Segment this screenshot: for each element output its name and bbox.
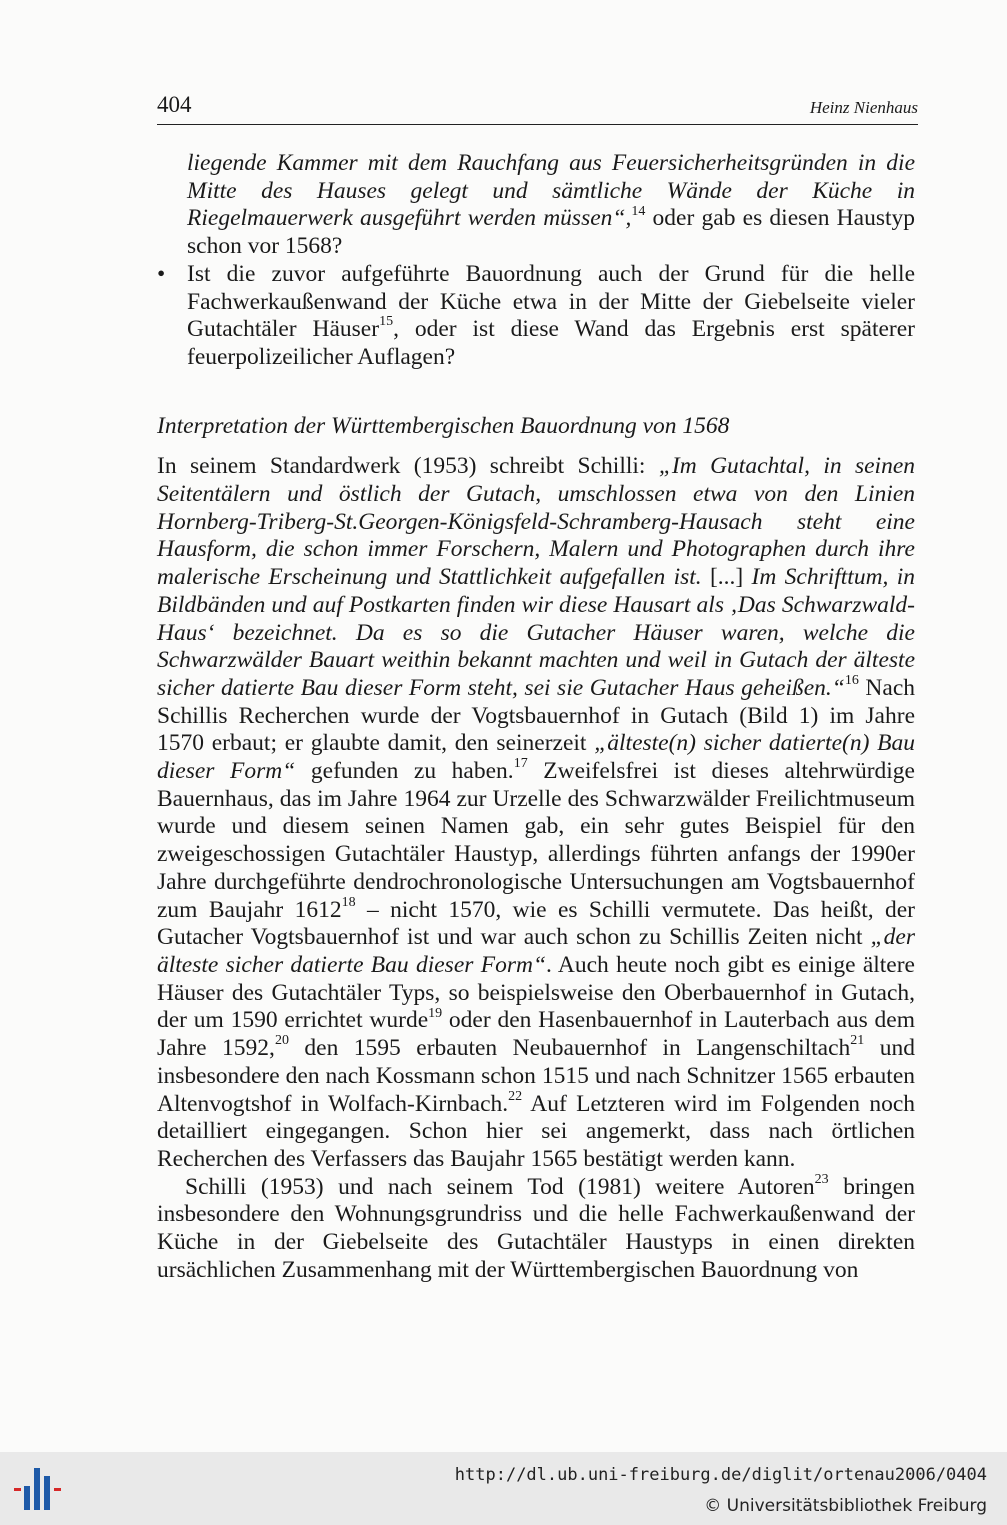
quote-text: liegende Kammer mit dem Rauchfang aus Feuersicherheitsgründen in die Mitte des Hauses gelegt und sämtliche Wände der Küche in Riegelmauerwerk ausgeführt werden müssen“, [187,150,915,232]
paragraph-2 [157,1171,915,1285]
bullet-item [157,260,915,372]
page-header [157,92,918,125]
footnote-ref: 19 [428,1005,443,1021]
paragraph-1 [157,453,915,1173]
text-run: Zweifelsfrei ist dieses altehrwürdige Bauernhaus, das im Jahre 1964 zur Urzelle des Schwarzwälder Freilichtmuseum wurde und diesem seinen Namen gab, ein sehr gutes Beispiel für den zweigeschossigen Gutachtäler Haustyp, allerdings führten anfangs der 1990er Jahre durchgeführte dendrochronologische Untersuchungen am Vogtsbauernhof zum Baujahr 1612 [157,758,915,923]
page-number: 404 [157,92,192,117]
text-run: den 1595 erbauten Neubauernhof in Langenschiltach [288,1035,851,1062]
text-run: bringen insbesondere den Wohnungsgrundriss und die helle Fachwerkaußenwand der Küche in der Giebelseite des Gutachtäler Haustyps in einen direkten ursächlichen Zusammenhang mit der Württembergischen Bauordnung von [157,1173,915,1283]
footnote-ref: 16 [844,673,859,689]
text-run: – nicht 1570, wie es Schilli vermutete. Das heißt, der Gutacher Vogtsbauernhof ist und war auch schon zu Schillis Zeiten nicht [157,896,915,951]
body-text [157,150,915,1284]
footer-bar [0,1452,1007,1525]
quote-text: „älteste(n) sicher datierte(n) Bau dieser Form“ [157,730,915,785]
ub-freiburg-logo-icon[interactable] [12,1466,64,1512]
footnote-ref: 21 [850,1033,865,1049]
text-run: und insbesondere den nach Kossmann schon 1515 und nach Schnitzer 1565 erbauten Altenvogtshof in Wolfach-Kirnbach. [157,1035,916,1117]
text-run: Nach Schillis Recherchen wurde der Vogtsbauernhof in Gutach (Bild 1) im Jahre 1570 erbaut; er glaubte damit, den seinerzeit [157,674,915,757]
text-run: Ist die zuvor aufgeführte Bauordnung auch der Grund für die helle Fachwerkaußenwand der Küche etwa in der Mitte der Giebelseite vieler Gutachtäler Häuser [187,260,915,343]
section-heading: Interpretation der Württembergischen Bauordnung von 1568 [157,412,730,439]
text-run: oder gab es diesen Haustyp schon vor 1568? [187,205,915,260]
text-run: oder den Hasenbauernhof in Lauterbach aus dem Jahre 1592, [157,1007,916,1062]
bullet-icon: • [157,260,166,287]
footnote-ref: 23 [814,1171,829,1187]
footnote-ref: 15 [379,314,394,330]
text-run: Auf Letzteren wird im Folgenden noch detailliert eingegangen. Schon hier sei angemerkt, dass nach örtlichen Recherchen des Verfassers das Baujahr 1565 bestätigt werden kann. [157,1090,916,1172]
document-url-link[interactable]: http://dl.ub.uni-freiburg.de/diglit/ortenau2006/0404 [454,1465,987,1485]
quote-text: „der älteste sicher datierte Bau dieser Form“ [157,924,915,978]
quote-text: „Im Gutachtal, in seinen Seitentälern und östlich der Gutach, umschlossen etwa von den Linien Hornberg-Triberg-St.Georgen-Königsfeld-Schramberg-Hausach steht eine Hausform, die schon immer Forschern, Malern und Photographen durch ihre malerische Erscheinung und Stattlichkeit aufgefallen ist. [157,453,916,591]
text-run: , oder ist diese Wand das Ergebnis erst späterer feuerpolizeilicher Auflagen? [187,316,915,370]
text-run: Schilli (1953) und nach seinem Tod (1981) weitere Autoren [185,1173,815,1200]
text-run: . Auch heute noch gibt es einige ältere Häuser des Gutachtäler Typs, so beispielsweise den Oberbauernhof in Gutach, der um 1590 errichtet wurde [157,951,915,1034]
continued-bullet-text [187,150,915,261]
copyright-notice: © Universitätsbibliothek Freiburg [704,1496,987,1516]
footnote-ref: 20 [274,1033,289,1049]
running-head: Heinz Nienhaus [809,98,918,117]
footnote-ref: 18 [341,894,356,910]
footnote-ref: 17 [513,756,528,772]
footnote-ref: 14 [631,203,646,219]
text-run: gefunden zu haben. [295,758,514,785]
text-run: In seinem Standardwerk (1953) schreibt Schilli: [157,453,659,480]
quote-text: Im Schrifttum, in Bildbänden und auf Postkarten finden wir diese Hausart als ‚Das Schwarzwald-Haus‘ bezeichnet. Da es so die Gutacher Häuser waren, welche die Schwarzwälder Bauart weithin bekannt machten und weil in Gutach der älteste sicher datierte Bau dieser Form steht, sei sie Gutacher Haus geheißen.“ [157,564,915,701]
footnote-ref: 22 [508,1088,523,1104]
text-run: [...] [701,564,752,591]
